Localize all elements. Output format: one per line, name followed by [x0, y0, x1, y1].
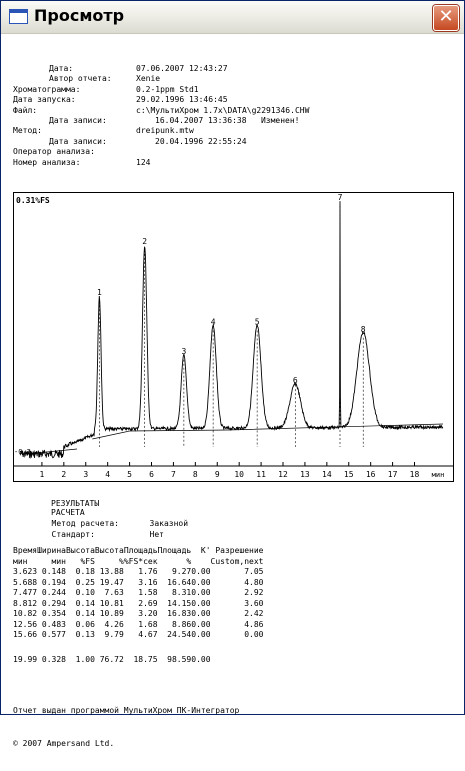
- column-header: Разрешение: [215, 546, 264, 555]
- table-cell: 8.86: [171, 619, 192, 629]
- table-cell: 16.64: [167, 577, 192, 587]
- table-cell: 7.05: [244, 567, 264, 576]
- header-value: 07.06.2007 12:43:27: [136, 64, 228, 73]
- title-bar[interactable]: [1, 1, 464, 34]
- header-label: Метод:: [13, 126, 42, 136]
- table-cell: 19.47: [99, 577, 124, 587]
- chromatogram-chart: [13, 192, 454, 482]
- x-tick-label: 16: [365, 470, 376, 479]
- x-tick-label: 18: [409, 470, 420, 479]
- report-header: [13, 64, 309, 168]
- method-value: Заказной: [149, 519, 189, 528]
- table-total-row: [13, 641, 264, 666]
- peak-label: 1: [96, 288, 102, 298]
- peak-label: 8: [360, 324, 366, 334]
- table-cell: 18.75: [133, 654, 158, 664]
- window-icon: [9, 9, 28, 24]
- table-row: [13, 630, 264, 641]
- x-tick-label: 15: [343, 470, 354, 479]
- table-cell: 0.00: [191, 567, 211, 576]
- x-tick-label: 9: [214, 470, 220, 479]
- table-cell: 3.20: [138, 609, 158, 618]
- table-row: [13, 567, 264, 578]
- method-label: Метод расчета:: [51, 519, 119, 528]
- table-cell: 10.81: [99, 598, 124, 608]
- table-cell: 10.89: [99, 609, 124, 618]
- report-content: [9, 37, 458, 748]
- column-header: Площадь: [123, 546, 158, 555]
- x-tick-label: 3: [83, 470, 89, 479]
- table-cell: 2.69: [138, 598, 158, 608]
- table-cell: 0.00: [191, 630, 211, 639]
- table-cell: [211, 641, 264, 666]
- peak-label: 6: [292, 376, 298, 386]
- table-cell: 0.13: [75, 630, 95, 639]
- standard-value: Нет: [149, 530, 164, 539]
- peak-label: 7: [337, 193, 343, 202]
- table-cell: 0.483: [41, 619, 66, 629]
- table-cell: 0.10: [75, 588, 95, 597]
- table-cell: 10.82: [13, 609, 38, 618]
- column-header: %FS: [80, 556, 95, 566]
- table-cell: 98.59: [167, 654, 192, 664]
- x-tick-label: 5: [127, 470, 132, 479]
- column-header: Высота: [94, 546, 124, 555]
- header-line: [13, 95, 309, 105]
- table-cell: 8.812: [13, 598, 38, 608]
- header-value: 0.2-1ppm Std1: [136, 84, 199, 94]
- table-cell: 16.83: [167, 609, 192, 618]
- table-cell: 0.14: [75, 609, 95, 618]
- x-tick-label: 8: [192, 470, 198, 479]
- table-cell: 0.354: [41, 609, 66, 618]
- header-label: Дата записи:: [49, 136, 107, 146]
- header-label: Хроматограмма:: [13, 84, 81, 94]
- column-header: мин: [13, 556, 28, 566]
- peak-label: 5: [254, 317, 260, 327]
- header-value: dreipunk.mtw: [136, 126, 194, 136]
- table-cell: 0.06: [75, 619, 95, 629]
- table-row: [13, 609, 264, 620]
- standard-label: Стандарт:: [51, 530, 95, 539]
- table-cell: 9.27: [171, 567, 192, 576]
- header-value: 29.02.1996 13:46:45: [136, 95, 228, 105]
- x-tick-label: 14: [322, 470, 332, 479]
- table-cell: 0.244: [41, 588, 66, 597]
- scale-label: 0.31%FS: [16, 196, 50, 205]
- chart-frame: [14, 193, 454, 482]
- header-line: [13, 137, 309, 147]
- table-cell: 1.76: [138, 567, 158, 576]
- header-label: Автор отчета:: [49, 74, 112, 84]
- header-line: [13, 74, 309, 84]
- header-line: [13, 106, 309, 116]
- x-axis-label: мин: [431, 471, 445, 479]
- table-cell: 0.148: [41, 567, 66, 576]
- x-tick-label: 6: [149, 470, 154, 479]
- x-tick-label: 11: [256, 470, 266, 479]
- column-header: Высота: [66, 546, 95, 555]
- table-cell: 4.80: [244, 577, 264, 587]
- peak-label: 3: [181, 346, 187, 356]
- header-line: [13, 116, 309, 126]
- table-cell: 15.66: [13, 630, 38, 639]
- table-cell: 3.16: [138, 577, 158, 587]
- table-cell: 4.26: [104, 619, 124, 629]
- x-tick-label: 4: [105, 470, 111, 479]
- header-line: [13, 158, 309, 168]
- table-cell: 2.42: [244, 609, 264, 618]
- table-cell: 0.00: [191, 588, 211, 597]
- table-cell: 0.25: [75, 577, 95, 587]
- table-cell: 1.00: [75, 654, 95, 664]
- table-cell: 1.58: [138, 588, 158, 597]
- results-table: [13, 546, 264, 665]
- table-cell: 14.15: [167, 598, 192, 608]
- header-label: Файл:: [13, 105, 38, 115]
- table-cell: 0.18: [75, 567, 95, 576]
- table-cell: 12.56: [13, 619, 38, 629]
- column-header: Ширина: [37, 546, 66, 555]
- table-cell: 3.623: [13, 567, 38, 576]
- table-cell: 0.00: [191, 619, 211, 629]
- table-cell: 5.688: [13, 577, 38, 587]
- report-footer: [13, 683, 239, 771]
- header-label: Дата запуска:: [13, 95, 76, 105]
- header-label: Дата записи:: [49, 116, 107, 126]
- table-cell: 0.00: [244, 630, 264, 639]
- peak-label: 2: [142, 236, 148, 246]
- column-header: мин: [51, 556, 66, 566]
- table-cell: 24.54: [167, 630, 192, 639]
- header-line: [13, 64, 309, 74]
- header-line: [13, 126, 309, 136]
- table-header-row: [13, 546, 264, 557]
- table-cell: 0.00: [191, 609, 211, 618]
- table-row: [13, 578, 264, 589]
- x-tick-label: 17: [387, 470, 398, 479]
- header-line: [13, 147, 309, 157]
- column-header: [191, 557, 210, 568]
- table-cell: 7.63: [104, 588, 124, 597]
- column-header: Площадь: [157, 546, 192, 555]
- close-button[interactable]: ✕: [433, 5, 459, 31]
- table-cell: 4.86: [244, 619, 264, 629]
- x-tick-label: 7: [171, 470, 176, 479]
- table-cell: 19.99: [13, 654, 38, 664]
- header-value: 20.04.1996 22:55:24: [155, 136, 247, 146]
- header-value: c:\МультиХром 1.7x\DATA\g2291346.CHW: [136, 105, 310, 115]
- column-header: %: [186, 556, 192, 566]
- table-cell: 9.79: [104, 630, 124, 639]
- table-row: [13, 588, 264, 599]
- x-tick-label: 1: [39, 470, 45, 479]
- table-cell: 76.72: [99, 654, 124, 664]
- column-header: %FS*сек: [123, 556, 158, 566]
- table-cell: 4.67: [138, 630, 158, 639]
- table-cell: 0.14: [75, 598, 95, 608]
- header-value: 124: [136, 157, 151, 167]
- x-tick-label: 13: [300, 470, 310, 479]
- table-cell: 0.577: [41, 630, 66, 639]
- footer-copyright: © 2007 Ampersand Ltd.: [13, 739, 115, 748]
- x-tick-label: 2: [61, 470, 67, 479]
- table-cell: 8.31: [171, 588, 192, 597]
- table-cell: 0.328: [41, 654, 66, 664]
- peak-label: 4: [210, 317, 216, 327]
- column-header: Время: [13, 546, 38, 555]
- footer-program: Отчет выдан программой МультиХром ПК-Интегратор: [13, 706, 240, 715]
- table-cell: 2.92: [244, 588, 264, 597]
- column-header: %: [118, 556, 124, 566]
- header-line: [13, 85, 309, 95]
- table-cell: 0.00: [191, 577, 211, 587]
- signal-trace: [20, 201, 443, 458]
- table-cell: 3.60: [244, 598, 264, 608]
- header-label: Оператор анализа:: [13, 147, 95, 157]
- x-tick-label: 12: [278, 470, 288, 479]
- header-value: Xenie: [136, 74, 161, 84]
- table-header-row: [13, 557, 264, 568]
- header-label: Номер анализа:: [13, 157, 81, 167]
- table-cell: 1.68: [138, 619, 158, 629]
- x-tick-label: 10: [234, 470, 244, 479]
- table-row: [13, 599, 264, 610]
- header-value: 16.04.2007 13:36:38 Изменен!: [155, 116, 300, 126]
- window-title: Просмотр: [34, 6, 125, 25]
- table-cell: 13.88: [99, 567, 124, 576]
- baseline-label: -0.2: [14, 448, 31, 456]
- column-header: K': [200, 546, 211, 555]
- header-label: Дата:: [49, 64, 74, 73]
- table-cell: 7.477: [13, 588, 38, 597]
- table-cell: 0.00: [191, 654, 211, 664]
- column-header: Custom,next: [210, 556, 264, 566]
- table-row: [13, 620, 264, 631]
- table-cell: 0.00: [191, 598, 211, 608]
- results-title: РЕЗУЛЬТАТЫ РАСЧЕТА: [51, 499, 100, 517]
- standard-line: [13, 521, 164, 548]
- table-cell: 0.294: [41, 598, 66, 608]
- table-cell: 0.194: [41, 577, 66, 587]
